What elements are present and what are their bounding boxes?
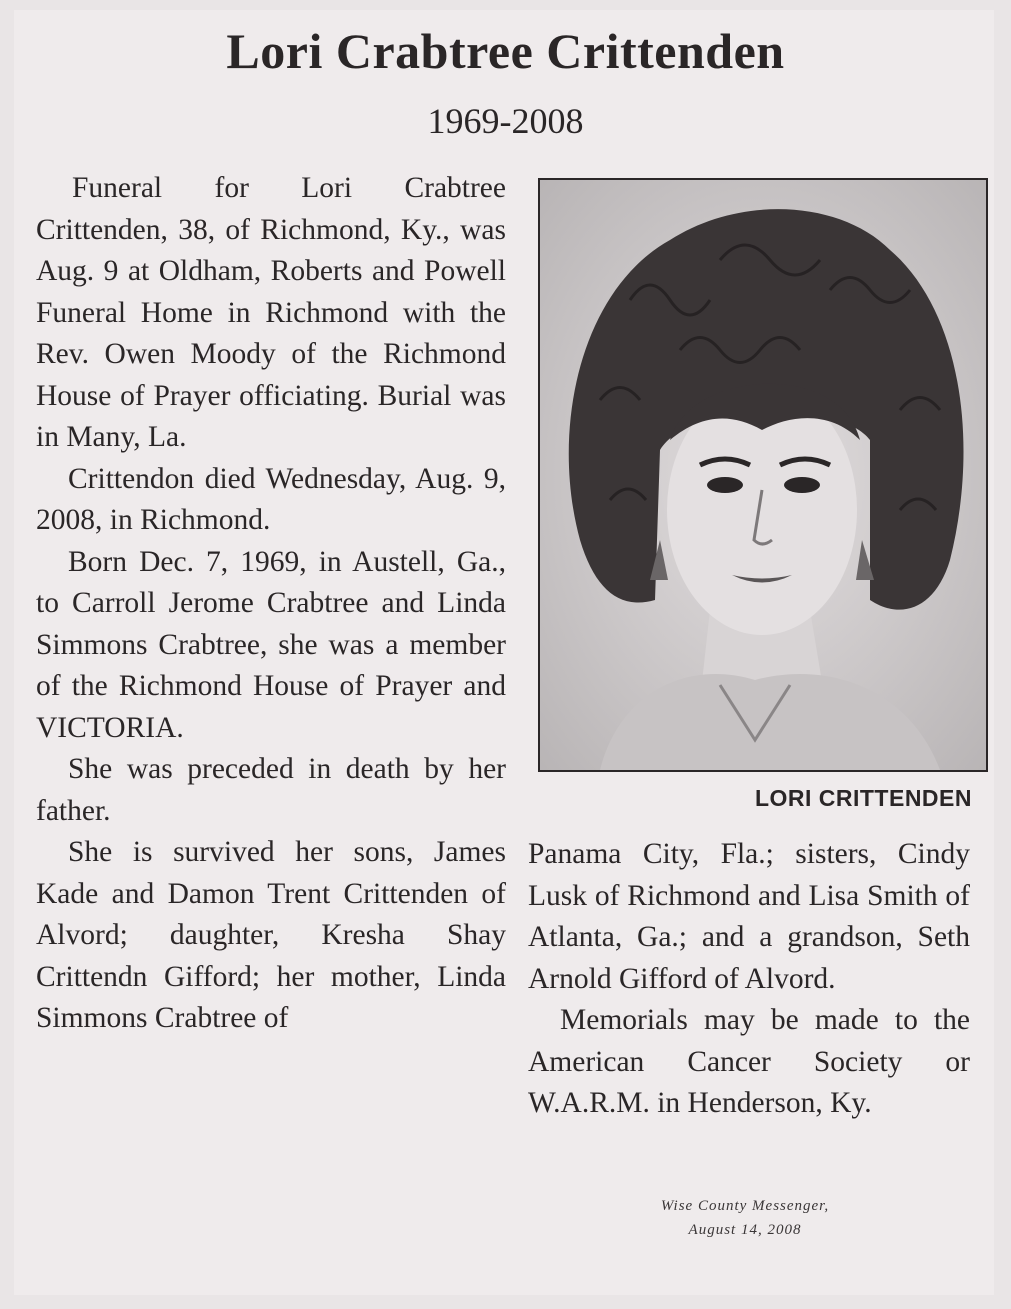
obituary-title: Lori Crabtree Crittenden (226, 23, 785, 79)
survivors-paragraph: She is survived her sons, James Kade and Damon Trent Crittenden of Alvord; daughter, Kresha Shay Crittendn Gifford; her mother, Linda Simmons Crabtree of (36, 836, 506, 1034)
credit-source: Wise County Messenger, (660, 1198, 830, 1214)
birth-paragraph: Born Dec. 7, 1969, in Austell, Ga., to Carroll Jerome Crabtree and Linda Simmons Crabtree, she was a member of the Richmond House of Prayer and VICTORIA. (36, 545, 506, 744)
funeral-paragraph: Funeral for Lori Crabtree Crittenden, 38, of Richmond, Ky., was Aug. 9 at Oldham, Roberts and Powell Funeral Home in Richmond with the Rev. Owen Moody of the Richmond House of Prayer officiating. Burial was in Many, La. (36, 172, 506, 453)
left-column (36, 168, 506, 1040)
death-paragraph: Crittendon died Wednesday, Aug. 9, 2008, in Richmond. (36, 462, 506, 536)
portrait-illustration (540, 180, 986, 770)
life-years: 1969-2008 (427, 101, 584, 141)
sisters-paragraph: Panama City, Fla.; sisters, Cindy Lusk of Richmond and Lisa Smith of Atlanta, Ga.; and a grandson, Seth Arnold Gifford of Alvord. (528, 838, 970, 995)
credit-date: August 14, 2008 (688, 1222, 802, 1238)
memorials-paragraph: Memorials may be made to the American Cancer Society or W.A.R.M. in Henderson, Ky. (528, 1004, 970, 1119)
photo-caption: LORI CRITTENDEN (754, 785, 972, 811)
preceded-paragraph: She was preceded in death by her father. (36, 753, 506, 827)
portrait-photo (538, 178, 988, 772)
right-column (528, 834, 970, 1125)
